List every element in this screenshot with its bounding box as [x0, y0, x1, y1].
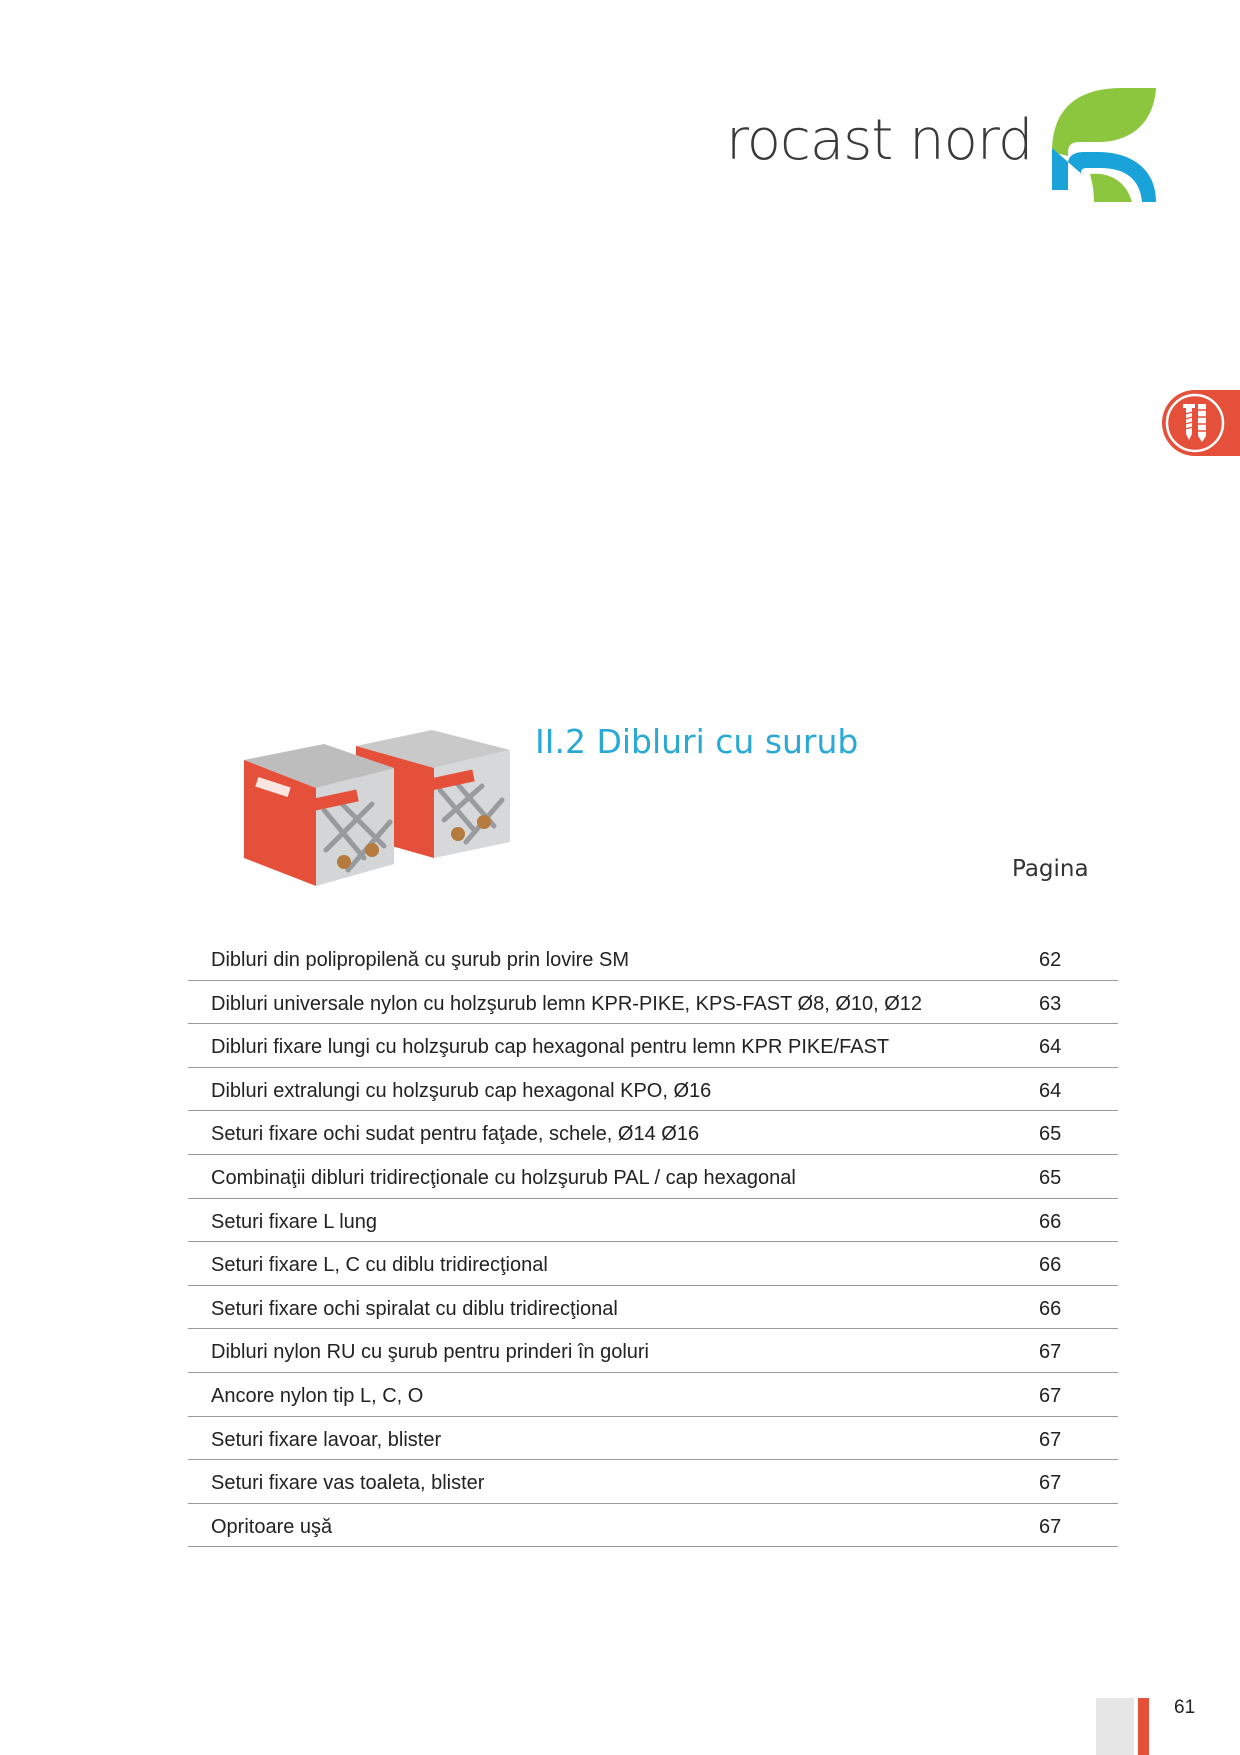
toc-entry-page: 62	[1039, 949, 1062, 971]
toc-entry-page: 66	[1039, 1297, 1062, 1320]
toc-entry-title: Seturi fixare ochi spiralat cu diblu tridirecţional	[211, 1297, 618, 1320]
toc-entry-title: Seturi fixare lavoar, blister	[211, 1428, 442, 1451]
toc-row[interactable]	[188, 1373, 1118, 1417]
toc-entry-page: 63	[1039, 992, 1062, 1015]
toc-row[interactable]	[188, 981, 1118, 1025]
toc-row[interactable]	[188, 1199, 1118, 1243]
toc-entry-page: 67	[1039, 1341, 1062, 1364]
toc-row[interactable]	[188, 1460, 1118, 1504]
brand-name: rocast nord	[726, 108, 1033, 173]
toc-entry-page: 66	[1039, 1254, 1062, 1277]
footer-gray-bar	[1096, 1698, 1134, 1755]
toc-entry-page: 64	[1039, 1036, 1062, 1059]
toc-entry-page: 67	[1039, 1384, 1062, 1407]
table-of-contents	[188, 937, 1118, 1547]
toc-row[interactable]	[188, 1417, 1118, 1461]
toc-entry-page: 67	[1039, 1472, 1062, 1495]
toc-entry-page: 65	[1039, 1166, 1062, 1189]
page-column-header: Pagina	[1012, 856, 1089, 882]
page-number: 61	[1174, 1697, 1196, 1718]
section-title: II.2 Dibluri cu surub	[535, 722, 859, 761]
toc-entry-title: Seturi fixare L, C cu diblu tridirecţional	[211, 1254, 548, 1277]
toc-row[interactable]	[188, 1111, 1118, 1155]
toc-row[interactable]	[188, 1286, 1118, 1330]
toc-row[interactable]	[188, 937, 1118, 981]
toc-entry-page: 64	[1039, 1079, 1062, 1102]
toc-row[interactable]	[188, 1329, 1118, 1373]
toc-entry-page: 67	[1039, 1515, 1062, 1538]
toc-row[interactable]	[188, 1068, 1118, 1112]
product-boxes-image	[244, 730, 510, 886]
toc-entry-title: Combinaţii dibluri tridirecţionale cu holzşurub PAL / cap hexagonal	[211, 1166, 796, 1189]
toc-entry-title: Seturi fixare L lung	[211, 1210, 378, 1233]
toc-row[interactable]	[188, 1504, 1118, 1548]
footer-accent-bar	[1138, 1698, 1149, 1755]
toc-entry-page: 65	[1039, 1123, 1062, 1146]
toc-entry-page: 67	[1039, 1428, 1062, 1451]
toc-entry-title: Opritoare uşă	[211, 1515, 333, 1538]
toc-row[interactable]	[188, 1024, 1118, 1068]
toc-row[interactable]	[188, 1242, 1118, 1286]
toc-entry-title: Dibluri fixare lungi cu holzşurub cap hexagonal pentru lemn KPR PIKE/FAST	[211, 1036, 890, 1059]
toc-entry-page: 66	[1039, 1210, 1062, 1233]
toc-entry-title: Dibluri universale nylon cu holzşurub lemn KPR-PIKE, KPS-FAST Ø8, Ø10, Ø12	[211, 992, 923, 1015]
toc-entry-title: Seturi fixare vas toaleta, blister	[211, 1472, 485, 1495]
toc-entry-title: Dibluri din polipropilenă cu şurub prin lovire SM	[211, 949, 629, 971]
toc-row[interactable]	[188, 1155, 1118, 1199]
screw-anchor-icon	[1162, 390, 1240, 456]
toc-entry-title: Seturi fixare ochi sudat pentru faţade, schele, Ø14 Ø16	[211, 1123, 700, 1146]
brand-logo-icon	[1050, 86, 1156, 202]
toc-entry-title: Dibluri extralungi cu holzşurub cap hexagonal KPO, Ø16	[211, 1079, 712, 1102]
toc-entry-title: Dibluri nylon RU cu şurub pentru prinderi în goluri	[211, 1341, 649, 1364]
toc-entry-title: Ancore nylon tip L, C, O	[211, 1384, 424, 1407]
